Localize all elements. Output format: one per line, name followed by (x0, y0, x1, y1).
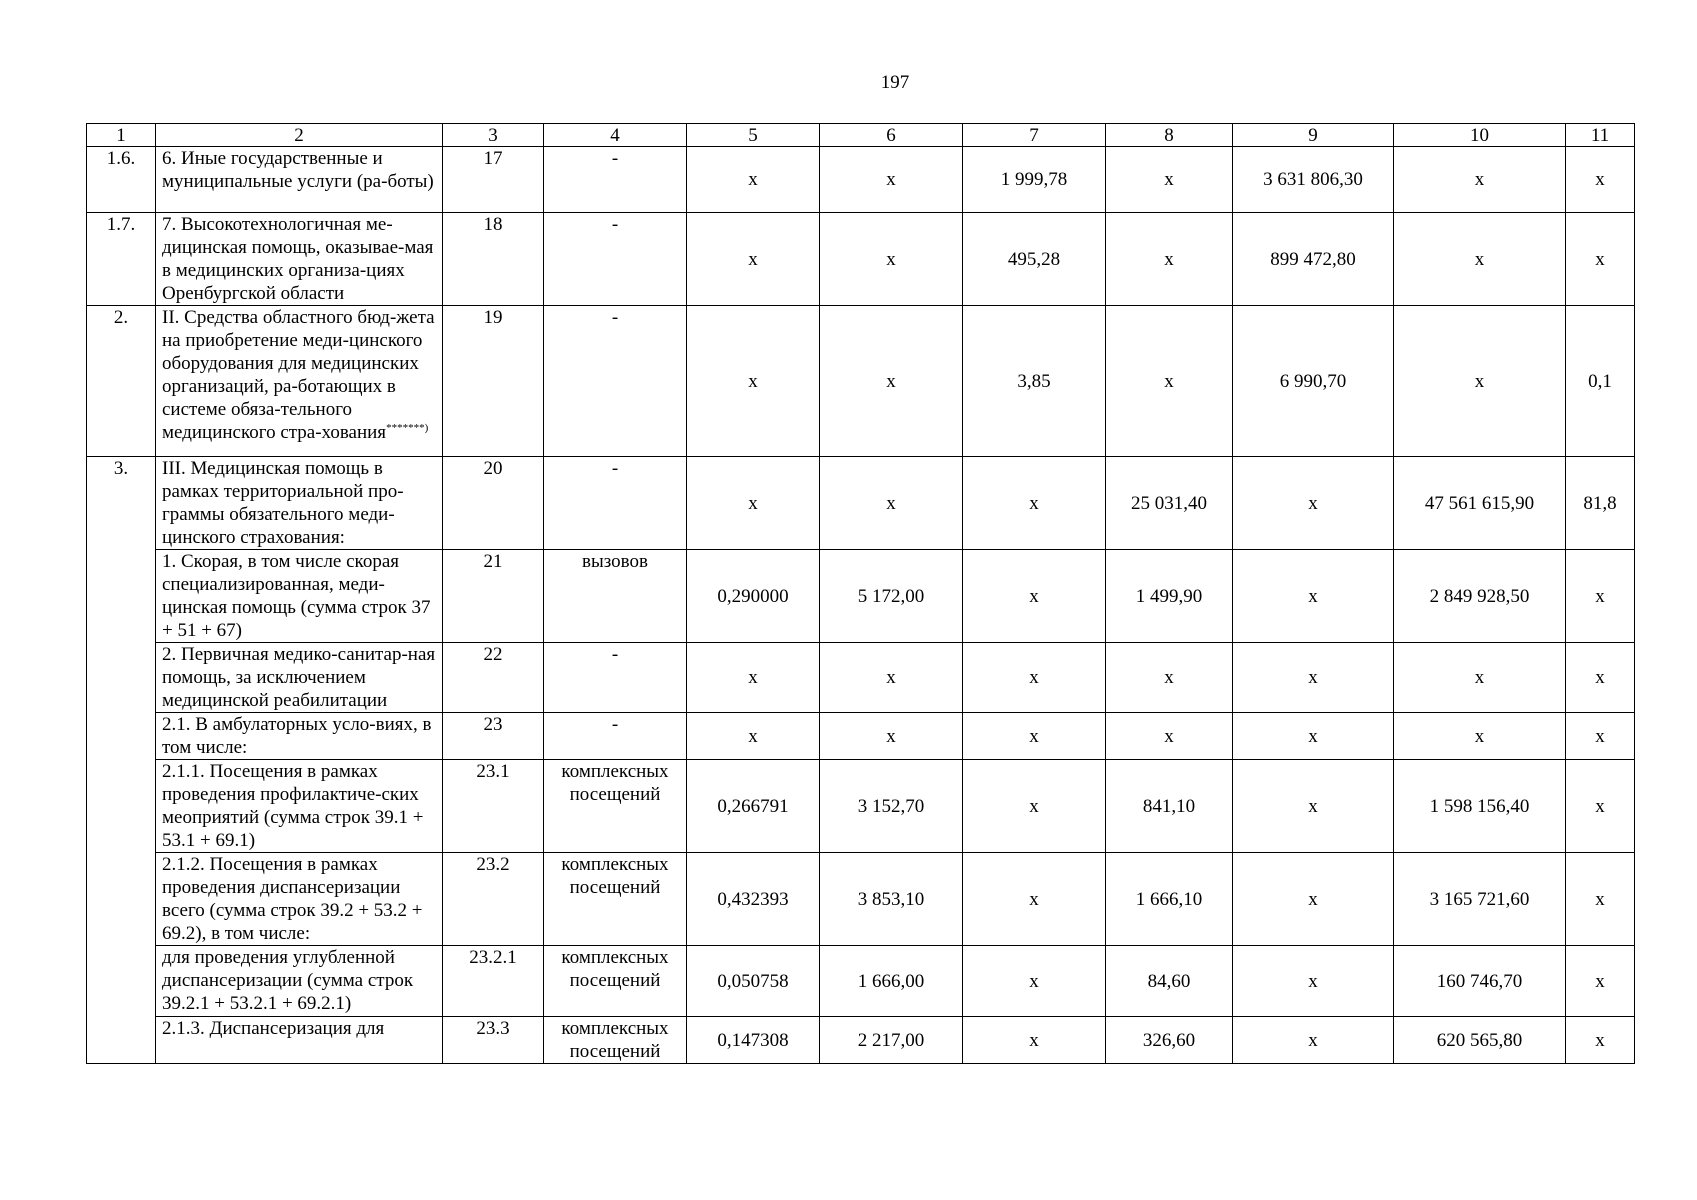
value-cell-col11: 0,1 (1566, 306, 1635, 457)
table-row (87, 457, 1635, 550)
value-cell-col11: х (1566, 713, 1635, 760)
row-name-cell (156, 643, 443, 713)
value-cell-col10: 620 565,80 (1394, 1017, 1566, 1064)
value-cell-col11: х (1566, 147, 1635, 213)
value-cell-col6: 1 666,00 (820, 946, 963, 1017)
row-number-cell: 3. (87, 457, 156, 1064)
row-name-cell (156, 853, 443, 946)
value-cell-col7: х (963, 853, 1106, 946)
row-name-text: 2.1.1. Посещения в рамках проведения профилактиче-ских меоприятий (сумма строк 39.1 + 53.1 + 69.1) (162, 761, 424, 851)
value-cell-col10: х (1394, 306, 1566, 457)
table-row (87, 550, 1635, 643)
row-name-text: II. Средства областного бюд-жета на приобретение меди-цинского оборудования для медицинских организаций, ра-ботающих в системе обяза-тельного медицинского стра-хования (162, 307, 435, 443)
value-cell-col6: 2 217,00 (820, 1017, 963, 1064)
value-cell-col11: х (1566, 550, 1635, 643)
value-cell-col10: 160 746,70 (1394, 946, 1566, 1017)
value-cell-col5: х (687, 643, 820, 713)
value-cell-col10: х (1394, 713, 1566, 760)
value-cell-col6: 5 172,00 (820, 550, 963, 643)
row-name-text: 6. Иные государственные и муниципальные услуги (ра-боты) (162, 148, 434, 192)
unit-cell: - (544, 147, 687, 213)
table-row (87, 306, 1635, 457)
value-cell-col9: х (1233, 1017, 1394, 1064)
value-cell-col5: 0,147308 (687, 1017, 820, 1064)
value-cell-col5: 0,290000 (687, 550, 820, 643)
row-name-cell (156, 147, 443, 213)
value-cell-col5: 0,050758 (687, 946, 820, 1017)
header-cell: 9 (1233, 124, 1394, 147)
value-cell-col10: 1 598 156,40 (1394, 760, 1566, 853)
row-name-text: 2.1. В амбулаторных усло-виях, в том числе: (162, 714, 432, 758)
unit-cell: - (544, 213, 687, 306)
row-name-text: для проведения углубленной диспансеризации (сумма строк 39.2.1 + 53.2.1 + 69.2.1) (162, 947, 414, 1014)
value-cell-col10: 2 849 928,50 (1394, 550, 1566, 643)
value-cell-col11: х (1566, 1017, 1635, 1064)
value-cell-col5: 0,266791 (687, 760, 820, 853)
table-row (87, 213, 1635, 306)
value-cell-col7: 495,28 (963, 213, 1106, 306)
value-cell-col9: х (1233, 853, 1394, 946)
unit-cell: - (544, 306, 687, 457)
unit-cell: - (544, 457, 687, 550)
value-cell-col9: х (1233, 457, 1394, 550)
value-cell-col7: х (963, 550, 1106, 643)
row-code-cell: 23.3 (443, 1017, 544, 1064)
row-code-cell: 22 (443, 643, 544, 713)
value-cell-col9: х (1233, 550, 1394, 643)
value-cell-col10: х (1394, 643, 1566, 713)
unit-cell: - (544, 713, 687, 760)
value-cell-col6: х (820, 713, 963, 760)
row-name-cell (156, 457, 443, 550)
row-name-text: 2.1.3. Диспансеризация для (162, 1018, 385, 1039)
row-code-cell: 23.2 (443, 853, 544, 946)
value-cell-col8: 1 499,90 (1106, 550, 1233, 643)
value-cell-col11: х (1566, 946, 1635, 1017)
header-cell: 5 (687, 124, 820, 147)
value-cell-col6: х (820, 457, 963, 550)
row-code-cell: 17 (443, 147, 544, 213)
value-cell-col6: х (820, 147, 963, 213)
row-name-cell (156, 550, 443, 643)
row-number-cell: 1.7. (87, 213, 156, 306)
value-cell-col10: х (1394, 213, 1566, 306)
value-cell-col8: х (1106, 213, 1233, 306)
page-number: 197 (880, 72, 910, 93)
value-cell-col11: 81,8 (1566, 457, 1635, 550)
row-code-cell: 19 (443, 306, 544, 457)
value-cell-col6: х (820, 306, 963, 457)
row-number-cell: 1.6. (87, 147, 156, 213)
value-cell-col5: х (687, 306, 820, 457)
value-cell-col10: 47 561 615,90 (1394, 457, 1566, 550)
row-name-text: III. Медицинская помощь в рамках территориальной про-граммы обязательного меди-цинского страхования: (162, 458, 404, 548)
row-name-cell (156, 946, 443, 1017)
table-row (87, 713, 1635, 760)
value-cell-col8: х (1106, 147, 1233, 213)
header-cell: 11 (1566, 124, 1635, 147)
header-cell: 6 (820, 124, 963, 147)
row-name-cell (156, 713, 443, 760)
footnote-mark: *******) (386, 422, 429, 434)
value-cell-col6: 3 853,10 (820, 853, 963, 946)
header-row (87, 124, 1635, 147)
header-cell: 8 (1106, 124, 1233, 147)
value-cell-col7: х (963, 643, 1106, 713)
row-code-cell: 23 (443, 713, 544, 760)
row-code-cell: 21 (443, 550, 544, 643)
value-cell-col10: 3 165 721,60 (1394, 853, 1566, 946)
value-cell-col6: 3 152,70 (820, 760, 963, 853)
unit-cell: комплексных посещений (544, 946, 687, 1017)
row-code-cell: 23.1 (443, 760, 544, 853)
unit-cell: комплексных посещений (544, 853, 687, 946)
row-name-text: 2. Первичная медико-санитар-ная помощь, за исключением медицинской реабилитации (162, 644, 436, 711)
value-cell-col6: х (820, 213, 963, 306)
value-cell-col9: х (1233, 946, 1394, 1017)
row-code-cell: 18 (443, 213, 544, 306)
value-cell-col11: х (1566, 643, 1635, 713)
value-cell-col6: х (820, 643, 963, 713)
header-cell: 10 (1394, 124, 1566, 147)
row-name-cell (156, 1017, 443, 1064)
row-name-cell (156, 760, 443, 853)
value-cell-col5: х (687, 213, 820, 306)
table-row (87, 643, 1635, 713)
row-name-text: 7. Высокотехнологичная ме-дицинская помощь, оказывае-мая в медицинских организа-циях Оренбургской области (162, 214, 434, 304)
row-code-cell: 20 (443, 457, 544, 550)
value-cell-col10: х (1394, 147, 1566, 213)
header-cell: 3 (443, 124, 544, 147)
value-cell-col8: 1 666,10 (1106, 853, 1233, 946)
value-cell-col8: 841,10 (1106, 760, 1233, 853)
value-cell-col7: х (963, 1017, 1106, 1064)
unit-cell: комплексных посещений (544, 760, 687, 853)
value-cell-col8: х (1106, 713, 1233, 760)
value-cell-col8: 326,60 (1106, 1017, 1233, 1064)
value-cell-col7: 1 999,78 (963, 147, 1106, 213)
value-cell-col8: х (1106, 643, 1233, 713)
value-cell-col8: 25 031,40 (1106, 457, 1233, 550)
row-name-text: 1. Скорая, в том числе скорая специализированная, меди-цинская помощь (сумма строк 37 + 51 + 67) (162, 551, 431, 641)
header-cell: 7 (963, 124, 1106, 147)
value-cell-col9: 3 631 806,30 (1233, 147, 1394, 213)
row-code-cell: 23.2.1 (443, 946, 544, 1017)
value-cell-col7: х (963, 457, 1106, 550)
value-cell-col11: х (1566, 760, 1635, 853)
row-name-cell (156, 306, 443, 457)
row-number-cell: 2. (87, 306, 156, 457)
header-cell: 2 (156, 124, 443, 147)
row-name-text: 2.1.2. Посещения в рамках проведения диспансеризации всего (сумма строк 39.2 + 53.2 + 69.2), в том числе: (162, 854, 423, 944)
table-body (87, 124, 1635, 1064)
value-cell-col7: х (963, 713, 1106, 760)
value-cell-col5: 0,432393 (687, 853, 820, 946)
value-cell-col5: х (687, 713, 820, 760)
header-cell: 4 (544, 124, 687, 147)
value-cell-col9: 6 990,70 (1233, 306, 1394, 457)
value-cell-col9: х (1233, 713, 1394, 760)
unit-cell: комплексных посещений (544, 1017, 687, 1064)
unit-cell: - (544, 643, 687, 713)
row-name-cell (156, 213, 443, 306)
value-cell-col9: 899 472,80 (1233, 213, 1394, 306)
table-row (87, 147, 1635, 213)
value-cell-col8: 84,60 (1106, 946, 1233, 1017)
table-row (87, 760, 1635, 853)
header-cell: 1 (87, 124, 156, 147)
value-cell-col7: 3,85 (963, 306, 1106, 457)
value-cell-col11: х (1566, 213, 1635, 306)
data-table (86, 123, 1635, 1064)
value-cell-col9: х (1233, 760, 1394, 853)
value-cell-col7: х (963, 946, 1106, 1017)
value-cell-col5: х (687, 147, 820, 213)
value-cell-col11: х (1566, 853, 1635, 946)
table-row (87, 946, 1635, 1017)
value-cell-col5: х (687, 457, 820, 550)
unit-cell: вызовов (544, 550, 687, 643)
value-cell-col9: х (1233, 643, 1394, 713)
value-cell-col7: х (963, 760, 1106, 853)
table-row (87, 1017, 1635, 1064)
value-cell-col8: х (1106, 306, 1233, 457)
table-row (87, 853, 1635, 946)
